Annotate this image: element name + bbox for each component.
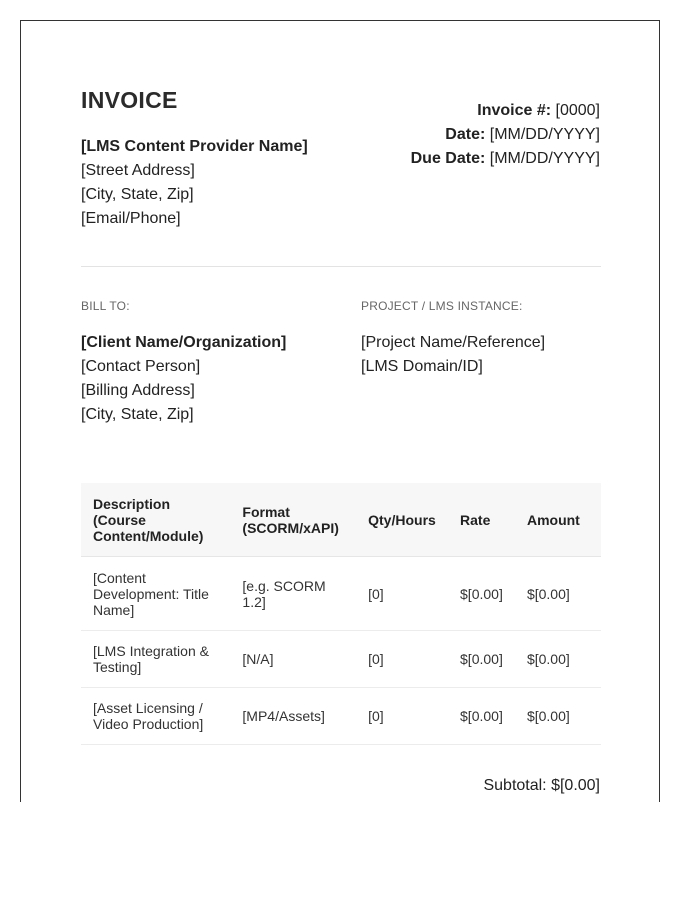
invoice-number-value: [0000] (551, 102, 600, 119)
cell-amount: $[0.00] (515, 631, 601, 688)
invoice-number-line (411, 99, 600, 123)
table-row (81, 631, 601, 688)
divider (81, 266, 601, 267)
client-city: [City, State, Zip] (81, 406, 194, 423)
line-items-table (81, 483, 601, 745)
cell-rate: $[0.00] (448, 688, 515, 745)
invoice-title: INVOICE (81, 87, 178, 113)
cell-qty: [0] (356, 688, 448, 745)
header-amount: Amount (515, 483, 601, 557)
invoice-date-label: Date: (445, 126, 486, 143)
client-contact: [Contact Person] (81, 358, 201, 375)
subtotal: Subtotal: $[0.00] (483, 777, 600, 794)
invoice-date-line (411, 123, 600, 147)
due-date-value: [MM/DD/YYYY] (485, 150, 600, 167)
table-row (81, 688, 601, 745)
cell-description: [LMS Integration & Testing] (81, 631, 230, 688)
cell-format: [N/A] (230, 631, 356, 688)
header-format: Format (SCORM/xAPI) (230, 483, 356, 557)
provider-street: [Street Address] (81, 162, 195, 179)
due-date-line (411, 147, 600, 171)
bill-to-label: BILL TO: (81, 299, 130, 313)
cell-format: [e.g. SCORM 1.2] (230, 557, 356, 631)
provider-city: [City, State, Zip] (81, 186, 194, 203)
project-block (361, 331, 545, 379)
header-qty: Qty/Hours (356, 483, 448, 557)
provider-contact: [Email/Phone] (81, 210, 181, 227)
lms-domain: [LMS Domain/ID] (361, 358, 483, 375)
client-name: [Client Name/Organization] (81, 334, 287, 351)
cell-format: [MP4/Assets] (230, 688, 356, 745)
project-name: [Project Name/Reference] (361, 334, 546, 351)
table-row (81, 557, 601, 631)
client-address: [Billing Address] (81, 382, 195, 399)
provider-block (81, 135, 308, 231)
cell-description: [Asset Licensing / Video Production] (81, 688, 230, 745)
due-date-label: Due Date: (410, 150, 486, 167)
project-label: PROJECT / LMS INSTANCE: (361, 299, 523, 313)
cell-rate: $[0.00] (448, 557, 515, 631)
cell-qty: [0] (356, 631, 448, 688)
invoice-date-value: [MM/DD/YYYY] (485, 126, 600, 143)
header-description: Description (Course Content/Module) (81, 483, 230, 557)
cell-amount: $[0.00] (515, 557, 601, 631)
invoice-meta (411, 99, 600, 171)
header-rate: Rate (448, 483, 515, 557)
invoice-number-label: Invoice #: (477, 102, 552, 119)
cell-qty: [0] (356, 557, 448, 631)
cell-description: [Content Development: Title Name] (81, 557, 230, 631)
cell-rate: $[0.00] (448, 631, 515, 688)
provider-name: [LMS Content Provider Name] (81, 138, 308, 155)
table-header-row (81, 483, 601, 557)
cell-amount: $[0.00] (515, 688, 601, 745)
invoice-page (20, 20, 660, 802)
bill-to-block (81, 331, 286, 427)
